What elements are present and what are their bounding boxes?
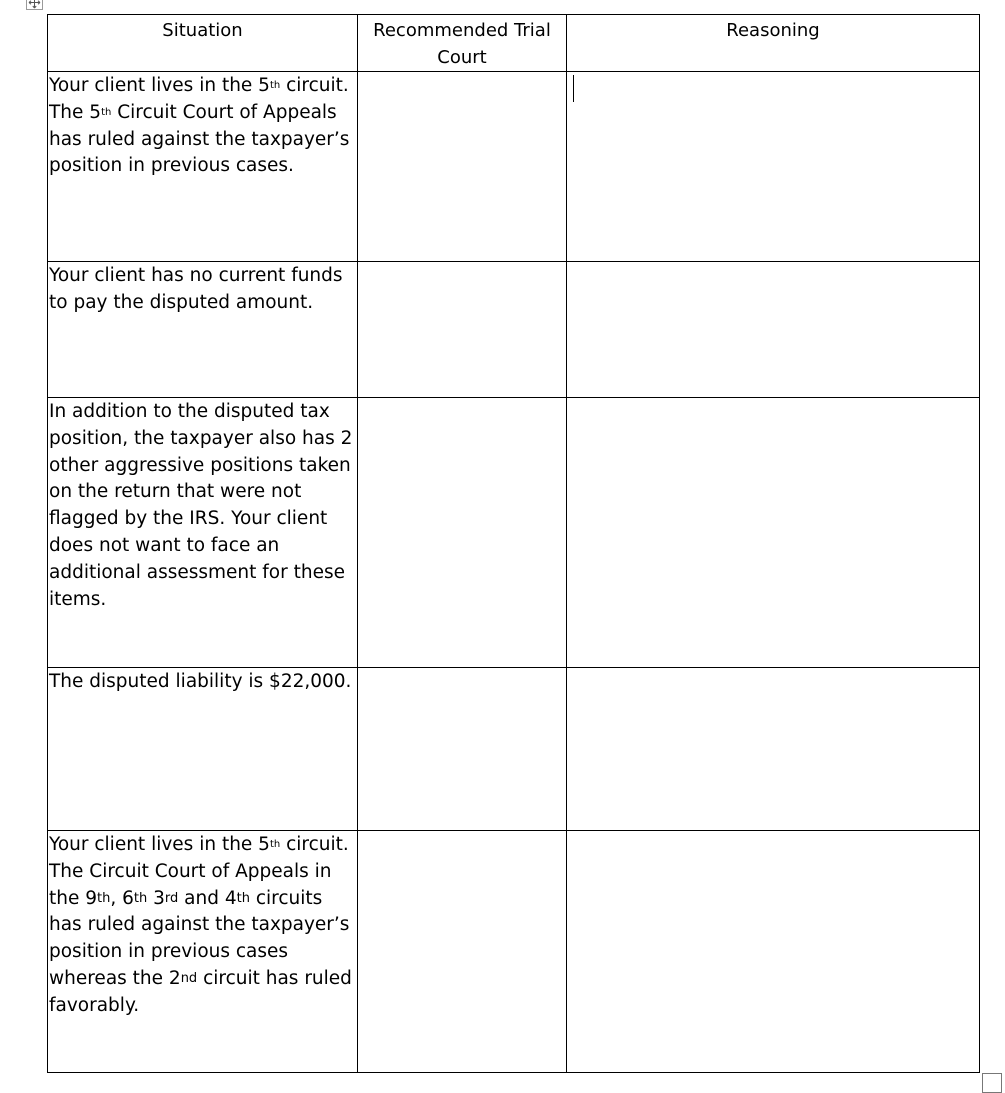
- situation-text: and 4: [178, 887, 237, 909]
- ordinal-suffix: rd: [164, 890, 179, 906]
- table-row: [48, 831, 980, 1073]
- ordinal-suffix: th: [269, 80, 281, 91]
- court-cell[interactable]: [358, 262, 567, 398]
- situation-text: The disputed liability is $22,000.: [49, 671, 352, 692]
- situation-text: circuit has ruled favorably.: [49, 967, 352, 1016]
- court-cell[interactable]: [358, 831, 567, 1073]
- situation-text: circuits has ruled against the taxpayer’s position in previous cases whereas the 2: [49, 887, 350, 989]
- table-row: [48, 668, 980, 831]
- table-move-handle[interactable]: [26, 0, 43, 10]
- court-cell[interactable]: [358, 72, 567, 262]
- table-row: [48, 398, 980, 668]
- situation-text: Circuit Court of Appeals has ruled against the taxpayer’s position in previous cases.: [49, 101, 350, 177]
- court-cell[interactable]: [358, 398, 567, 668]
- reasoning-cell[interactable]: [567, 72, 980, 262]
- move-arrows-icon: [27, 0, 42, 9]
- situation-text: Your client lives in the 5: [49, 75, 270, 96]
- ordinal-suffix: th: [269, 839, 281, 850]
- header-reasoning: Reasoning: [567, 15, 980, 72]
- table-resize-handle[interactable]: [982, 1073, 1002, 1093]
- ordinal-suffix: th: [236, 890, 250, 906]
- ordinal-suffix: th: [97, 890, 111, 906]
- ordinal-suffix: th: [101, 106, 112, 118]
- reasoning-cell[interactable]: [567, 668, 980, 831]
- reasoning-cell[interactable]: [567, 262, 980, 398]
- table-row: [48, 72, 980, 262]
- text-cursor: [573, 75, 574, 102]
- header-situation: Situation: [48, 15, 358, 72]
- ordinal-suffix: th: [133, 890, 148, 906]
- situation-cell[interactable]: [48, 668, 358, 831]
- table-row: [48, 262, 980, 398]
- court-cell[interactable]: [358, 668, 567, 831]
- situation-cell[interactable]: [48, 831, 358, 1073]
- situation-cell[interactable]: [48, 398, 358, 668]
- header-recommended-trial-court: Recommended Trial Court: [358, 15, 567, 72]
- situation-cell[interactable]: [48, 72, 358, 262]
- situation-text: circuit. The 5: [49, 75, 349, 123]
- header-row: [48, 15, 980, 72]
- ordinal-suffix: nd: [180, 970, 198, 986]
- situation-text: , 6: [110, 887, 134, 909]
- situation-text: In addition to the disputed tax position, the taxpayer also has 2 other aggressive positions taken on the return that were not flagged by the IRS. Your client does not want to face an additional assessment for these items.: [49, 401, 353, 610]
- situation-text: 3: [147, 887, 165, 909]
- situation-text: Your client lives in the 5: [49, 834, 270, 855]
- situation-cell[interactable]: [48, 262, 358, 398]
- situation-text: Your client has no current funds to pay the disputed amount.: [49, 265, 343, 313]
- reasoning-cell[interactable]: [567, 398, 980, 668]
- situation-table: [47, 14, 980, 1073]
- situation-text: circuit. The Circuit Court of Appeals in the 9: [49, 834, 349, 909]
- reasoning-cell[interactable]: [567, 831, 980, 1073]
